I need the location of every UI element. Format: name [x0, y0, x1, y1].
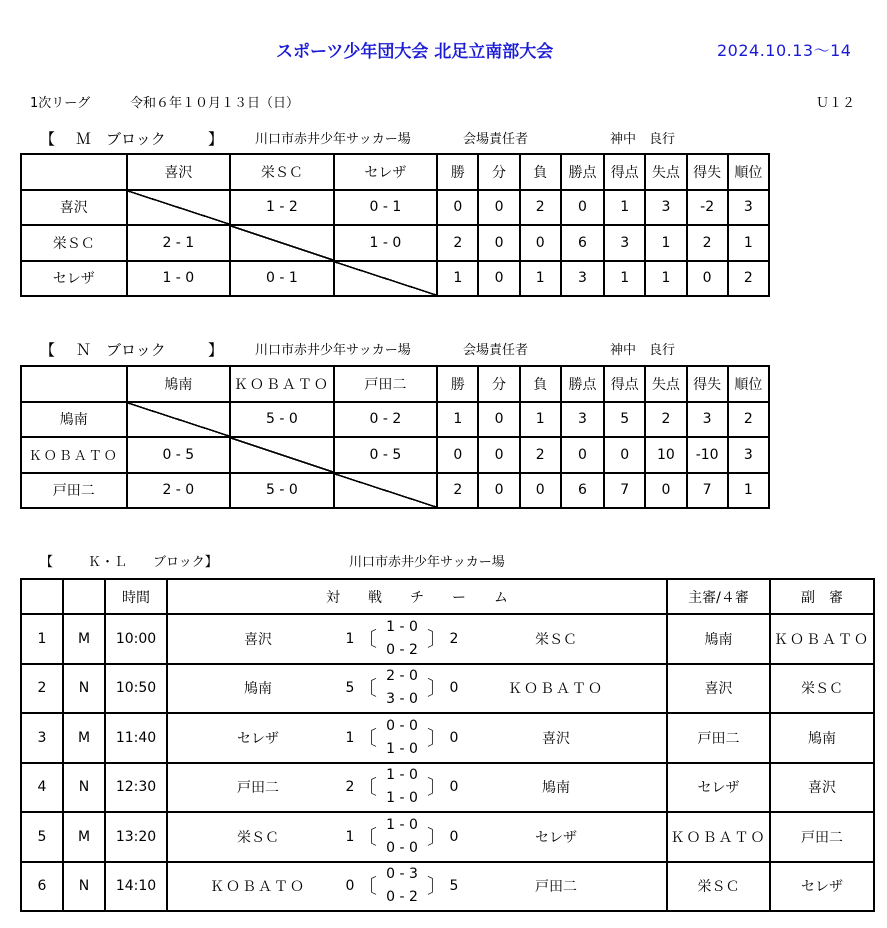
- stat-cell: 1: [728, 225, 769, 261]
- column-header: 失点: [645, 366, 686, 402]
- block-n-name: Ｎ ブロック: [76, 341, 166, 359]
- home-team: 喜沢: [244, 631, 272, 648]
- schedule-table: [20, 578, 875, 912]
- half-scores: [377, 616, 427, 662]
- away-total: 5: [449, 878, 459, 895]
- bracket-close: 〕: [427, 626, 447, 651]
- bracket-open: 〔: [357, 874, 377, 899]
- block-header: [63, 579, 105, 614]
- table-row: [21, 402, 769, 438]
- column-header: 順位: [728, 366, 769, 402]
- bracket-close: 〕: [427, 725, 447, 750]
- assistant-referee: 喜沢: [770, 763, 874, 813]
- table-row: [21, 473, 769, 509]
- match-header: 対 戦 チ ー ム: [167, 579, 667, 614]
- assistant-referee: 戸田二: [770, 812, 874, 862]
- match-number: 5: [21, 812, 63, 862]
- self-match-cell: [334, 473, 438, 509]
- away-team: 喜沢: [542, 730, 570, 747]
- table-row: [21, 261, 769, 297]
- home-total: 5: [345, 680, 355, 697]
- stat-cell: 0: [478, 225, 519, 261]
- match-cell: [167, 713, 667, 763]
- self-match-cell: [334, 261, 438, 297]
- team-name: 栄ＳＣ: [21, 225, 127, 261]
- column-header: 得失: [687, 366, 728, 402]
- block-n-manager-label: 会場責任者: [463, 343, 529, 358]
- second-half-score: 1 - 0: [386, 740, 418, 757]
- away-total: 2: [449, 630, 459, 647]
- match-result: 2 - 1: [127, 225, 231, 261]
- stat-cell: 2: [645, 402, 686, 438]
- schedule-row: [21, 664, 874, 714]
- bracket-close: 〕: [427, 874, 447, 899]
- assistant-referee: 栄ＳＣ: [770, 664, 874, 714]
- stat-cell: 3: [604, 225, 645, 261]
- match-cell: [167, 614, 667, 664]
- match-time: 11:40: [105, 713, 167, 763]
- home-total: 2: [345, 779, 355, 796]
- block-m-bracket-open: 【: [40, 130, 56, 148]
- stat-cell: 0: [604, 437, 645, 473]
- away-total: 0: [449, 828, 459, 845]
- stat-cell: 6: [561, 225, 604, 261]
- stat-cell: 3: [728, 190, 769, 226]
- match-result: 1 - 0: [334, 225, 438, 261]
- home-team: セレザ: [237, 730, 279, 747]
- stat-cell: 2: [437, 225, 478, 261]
- column-header: 負: [520, 366, 561, 402]
- stat-cell: 1: [645, 225, 686, 261]
- stat-cell: 5: [604, 402, 645, 438]
- block-m-venue: 川口市赤井少年サッカー場: [255, 132, 411, 147]
- table-header-row: [21, 366, 769, 402]
- match-time: 13:20: [105, 812, 167, 862]
- match-block: M: [63, 713, 105, 763]
- referee: ＫＯＢＡＴＯ: [667, 812, 770, 862]
- match-result: 0 - 2: [334, 402, 438, 438]
- stat-cell: 1: [645, 261, 686, 297]
- block-n-table: [20, 365, 770, 509]
- stat-cell: -10: [687, 437, 728, 473]
- match-result: 5 - 0: [230, 473, 334, 509]
- block-n-bracket-open: 【: [40, 341, 56, 359]
- self-match-cell: [127, 402, 231, 438]
- bracket-close: 〕: [427, 676, 447, 701]
- match-number: 3: [21, 713, 63, 763]
- match-number: 6: [21, 862, 63, 912]
- stat-cell: 2: [520, 190, 561, 226]
- match-result: 1 - 0: [127, 261, 231, 297]
- stat-cell: -2: [687, 190, 728, 226]
- round-label: 1次リーグ: [30, 96, 91, 111]
- match-cell: [167, 812, 667, 862]
- column-header: 分: [478, 366, 519, 402]
- block-m-name: Ｍ ブロック: [76, 130, 166, 148]
- column-header: 栄ＳＣ: [230, 154, 334, 190]
- first-half-score: 0 - 0: [386, 717, 418, 734]
- table-header-row: [21, 154, 769, 190]
- schedule-row: [21, 713, 874, 763]
- table-row: [21, 225, 769, 261]
- column-header: 得点: [604, 154, 645, 190]
- match-cell: [167, 763, 667, 813]
- block-n-manager: 神中 良行: [610, 343, 676, 358]
- match-result: 0 - 1: [230, 261, 334, 297]
- age-category: Ｕ１２: [816, 96, 856, 111]
- column-header: 失点: [645, 154, 686, 190]
- bracket-close: 〕: [427, 775, 447, 800]
- match-result: 0 - 5: [127, 437, 231, 473]
- stat-cell: 1: [437, 261, 478, 297]
- bracket-open: 〔: [357, 626, 377, 651]
- referee: セレザ: [667, 763, 770, 813]
- schedule-header-row: [21, 579, 874, 614]
- stat-cell: 3: [561, 261, 604, 297]
- home-team: 栄ＳＣ: [237, 829, 279, 846]
- match-cell: [167, 664, 667, 714]
- match-result: 1 - 2: [230, 190, 334, 226]
- no-header: [21, 579, 63, 614]
- stat-cell: 0: [520, 473, 561, 509]
- match-time: 12:30: [105, 763, 167, 813]
- half-scores: [377, 814, 427, 860]
- schedule-row: [21, 862, 874, 912]
- stat-cell: 6: [561, 473, 604, 509]
- stat-cell: 0: [561, 190, 604, 226]
- home-team: 戸田二: [237, 780, 279, 797]
- stat-cell: 2: [437, 473, 478, 509]
- second-half-score: 0 - 0: [386, 839, 418, 856]
- half-scores: [377, 764, 427, 810]
- score: [343, 715, 461, 761]
- referee: 喜沢: [667, 664, 770, 714]
- match-block: N: [63, 664, 105, 714]
- stat-cell: 3: [728, 437, 769, 473]
- block-m-manager-label: 会場責任者: [463, 132, 529, 147]
- away-total: 0: [449, 680, 459, 697]
- block-m-manager: 神中 良行: [610, 132, 676, 147]
- stat-cell: 1: [604, 261, 645, 297]
- tournament-title: スポーツ少年団大会 北足立南部大会: [276, 42, 554, 62]
- table-row: [21, 190, 769, 226]
- self-match-cell: [230, 225, 334, 261]
- stat-cell: 2: [687, 225, 728, 261]
- referee: 戸田二: [667, 713, 770, 763]
- round-date: 令和６年１０月１３日（日）: [130, 96, 300, 111]
- block-m-table: [20, 153, 770, 297]
- corner-cell: [21, 366, 127, 402]
- home-total: 1: [345, 630, 355, 647]
- stat-cell: 3: [687, 402, 728, 438]
- stat-cell: 2: [728, 402, 769, 438]
- stat-cell: 0: [437, 437, 478, 473]
- home-total: 0: [345, 878, 355, 895]
- match-result: 5 - 0: [230, 402, 334, 438]
- column-header: 喜沢: [127, 154, 231, 190]
- stat-cell: 3: [561, 402, 604, 438]
- stat-cell: 1: [437, 402, 478, 438]
- away-total: 0: [449, 779, 459, 796]
- match-result: 0 - 5: [334, 437, 438, 473]
- referee: 栄ＳＣ: [667, 862, 770, 912]
- bracket-close: 〕: [427, 824, 447, 849]
- stat-cell: 2: [728, 261, 769, 297]
- column-header: 勝: [437, 366, 478, 402]
- assistant-referee: ＫＯＢＡＴＯ: [770, 614, 874, 664]
- match-time: 10:00: [105, 614, 167, 664]
- half-scores: [377, 665, 427, 711]
- away-team: 鳩南: [542, 780, 570, 797]
- stat-cell: 0: [520, 225, 561, 261]
- home-team: ＫＯＢＡＴＯ: [210, 879, 306, 896]
- schedule-row: [21, 812, 874, 862]
- assistant-referee: セレザ: [770, 862, 874, 912]
- column-header: 得失: [687, 154, 728, 190]
- score: [343, 863, 461, 909]
- stat-cell: 2: [520, 437, 561, 473]
- bracket-open: 〔: [357, 775, 377, 800]
- match-block: M: [63, 614, 105, 664]
- first-half-score: 1 - 0: [386, 816, 418, 833]
- team-name: セレザ: [21, 261, 127, 297]
- stat-cell: 3: [645, 190, 686, 226]
- stat-cell: 7: [604, 473, 645, 509]
- match-number: 2: [21, 664, 63, 714]
- away-team: 栄ＳＣ: [535, 631, 577, 648]
- column-header: 勝: [437, 154, 478, 190]
- referee-header: 主審/４審: [667, 579, 770, 614]
- home-team: 鳩南: [244, 681, 272, 698]
- stat-cell: 1: [728, 473, 769, 509]
- tournament-date: 2024.10.13～14: [717, 41, 852, 60]
- bracket-open: 〔: [357, 725, 377, 750]
- schedule-venue: 川口市赤井少年サッカー場: [349, 555, 505, 570]
- block-n-venue: 川口市赤井少年サッカー場: [255, 343, 411, 358]
- column-header: 分: [478, 154, 519, 190]
- second-half-score: 0 - 2: [386, 641, 418, 658]
- away-total: 0: [449, 729, 459, 746]
- score: [343, 814, 461, 860]
- first-half-score: 2 - 0: [386, 668, 418, 685]
- away-team: ＫＯＢＡＴＯ: [508, 681, 604, 698]
- self-match-cell: [127, 190, 231, 226]
- second-half-score: 3 - 0: [386, 691, 418, 708]
- column-header: ＫＯＢＡＴＯ: [230, 366, 334, 402]
- match-time: 10:50: [105, 664, 167, 714]
- column-header: セレザ: [334, 154, 438, 190]
- team-name: ＫＯＢＡＴＯ: [21, 437, 127, 473]
- stat-cell: 1: [604, 190, 645, 226]
- column-header: 順位: [728, 154, 769, 190]
- stat-cell: 0: [478, 473, 519, 509]
- second-half-score: 0 - 2: [386, 889, 418, 906]
- stat-cell: 0: [687, 261, 728, 297]
- away-team: セレザ: [535, 829, 577, 846]
- column-header: 勝点: [561, 366, 604, 402]
- second-half-score: 1 - 0: [386, 790, 418, 807]
- corner-cell: [21, 154, 127, 190]
- stat-cell: 0: [645, 473, 686, 509]
- column-header: 鳩南: [127, 366, 231, 402]
- match-result: 2 - 0: [127, 473, 231, 509]
- bracket-open: 〔: [357, 676, 377, 701]
- score: [343, 665, 461, 711]
- block-n-bracket-close: 】: [208, 341, 224, 359]
- home-total: 1: [345, 828, 355, 845]
- column-header: 勝点: [561, 154, 604, 190]
- home-total: 1: [345, 729, 355, 746]
- match-block: M: [63, 812, 105, 862]
- team-name: 喜沢: [21, 190, 127, 226]
- stat-cell: 0: [437, 190, 478, 226]
- assistant-referee: 鳩南: [770, 713, 874, 763]
- score: [343, 764, 461, 810]
- team-name: 鳩南: [21, 402, 127, 438]
- stat-cell: 0: [561, 437, 604, 473]
- column-header: 負: [520, 154, 561, 190]
- stat-cell: 1: [520, 402, 561, 438]
- stat-cell: 0: [478, 261, 519, 297]
- team-name: 戸田二: [21, 473, 127, 509]
- stat-cell: 0: [478, 437, 519, 473]
- assistant-header: 副 審: [770, 579, 874, 614]
- match-block: N: [63, 763, 105, 813]
- first-half-score: 0 - 3: [386, 866, 418, 883]
- schedule-row: [21, 614, 874, 664]
- match-time: 14:10: [105, 862, 167, 912]
- schedule-block-name: Ｋ・Ｌ ブロック】: [88, 555, 218, 570]
- time-header: 時間: [105, 579, 167, 614]
- column-header: 得点: [604, 366, 645, 402]
- column-header: 戸田二: [334, 366, 438, 402]
- match-cell: [167, 862, 667, 912]
- stat-cell: 10: [645, 437, 686, 473]
- score: [343, 616, 461, 662]
- schedule-bracket-open: 【: [40, 555, 54, 570]
- half-scores: [377, 863, 427, 909]
- match-number: 4: [21, 763, 63, 813]
- referee: 鳩南: [667, 614, 770, 664]
- stat-cell: 1: [520, 261, 561, 297]
- bracket-open: 〔: [357, 824, 377, 849]
- table-row: [21, 437, 769, 473]
- first-half-score: 1 - 0: [386, 618, 418, 635]
- match-block: N: [63, 862, 105, 912]
- half-scores: [377, 715, 427, 761]
- match-number: 1: [21, 614, 63, 664]
- self-match-cell: [230, 437, 334, 473]
- stat-cell: 7: [687, 473, 728, 509]
- first-half-score: 1 - 0: [386, 767, 418, 784]
- block-m-bracket-close: 】: [208, 130, 224, 148]
- stat-cell: 0: [478, 402, 519, 438]
- schedule-row: [21, 763, 874, 813]
- match-result: 0 - 1: [334, 190, 438, 226]
- away-team: 戸田二: [535, 879, 577, 896]
- stat-cell: 0: [478, 190, 519, 226]
